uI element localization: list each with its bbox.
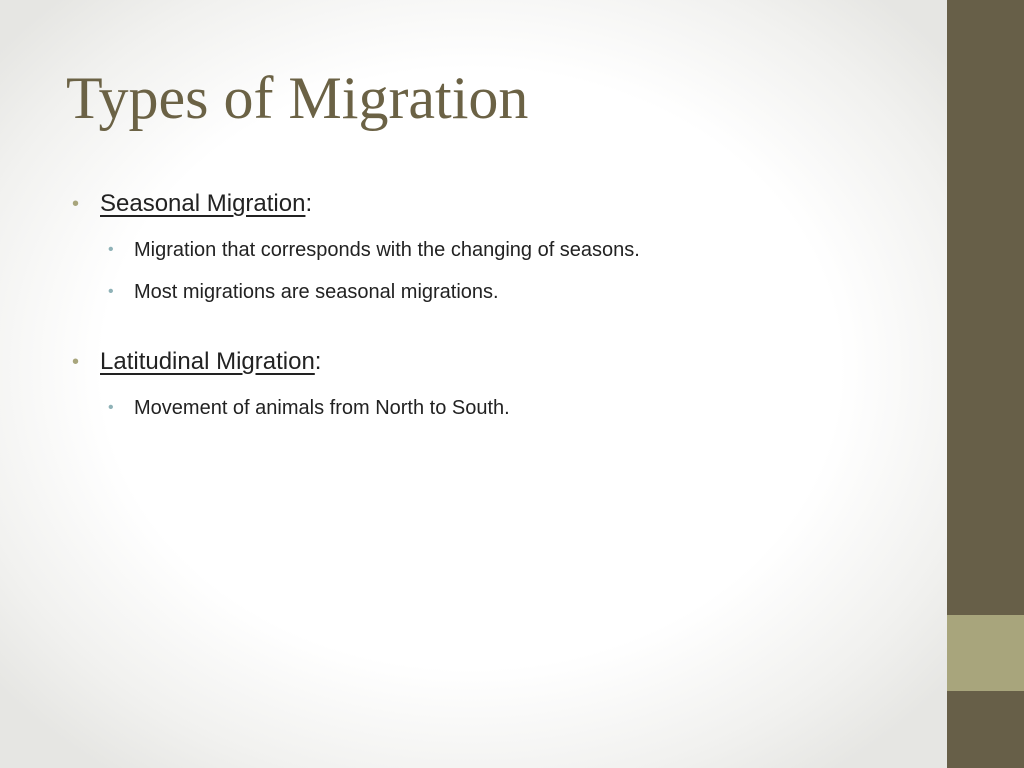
section-heading-seasonal xyxy=(72,186,932,222)
side-accent-block xyxy=(947,615,1024,691)
bullet-icon: • xyxy=(72,351,80,373)
section-heading-text: Latitudinal Migration xyxy=(100,348,315,375)
bullet-icon: • xyxy=(108,283,114,300)
bullet-icon: • xyxy=(108,399,114,416)
slide-content xyxy=(72,186,932,422)
bullet-icon: • xyxy=(72,193,80,215)
list-item xyxy=(72,278,932,306)
list-item xyxy=(72,394,932,422)
list-item-text: Movement of animals from North to South. xyxy=(134,397,510,419)
section-heading-latitudinal xyxy=(72,344,932,380)
bullet-icon: • xyxy=(108,241,114,258)
list-item-text: Migration that corresponds with the changing of seasons. xyxy=(134,239,640,261)
list-item xyxy=(72,236,932,264)
section-spacer xyxy=(72,306,932,344)
list-item-text: Most migrations are seasonal migrations. xyxy=(134,281,499,303)
section-heading-text: Seasonal Migration xyxy=(100,190,306,217)
section-heading-suffix: : xyxy=(314,348,322,375)
slide-title: Types of Migration xyxy=(66,65,529,131)
section-heading-suffix: : xyxy=(305,190,313,217)
